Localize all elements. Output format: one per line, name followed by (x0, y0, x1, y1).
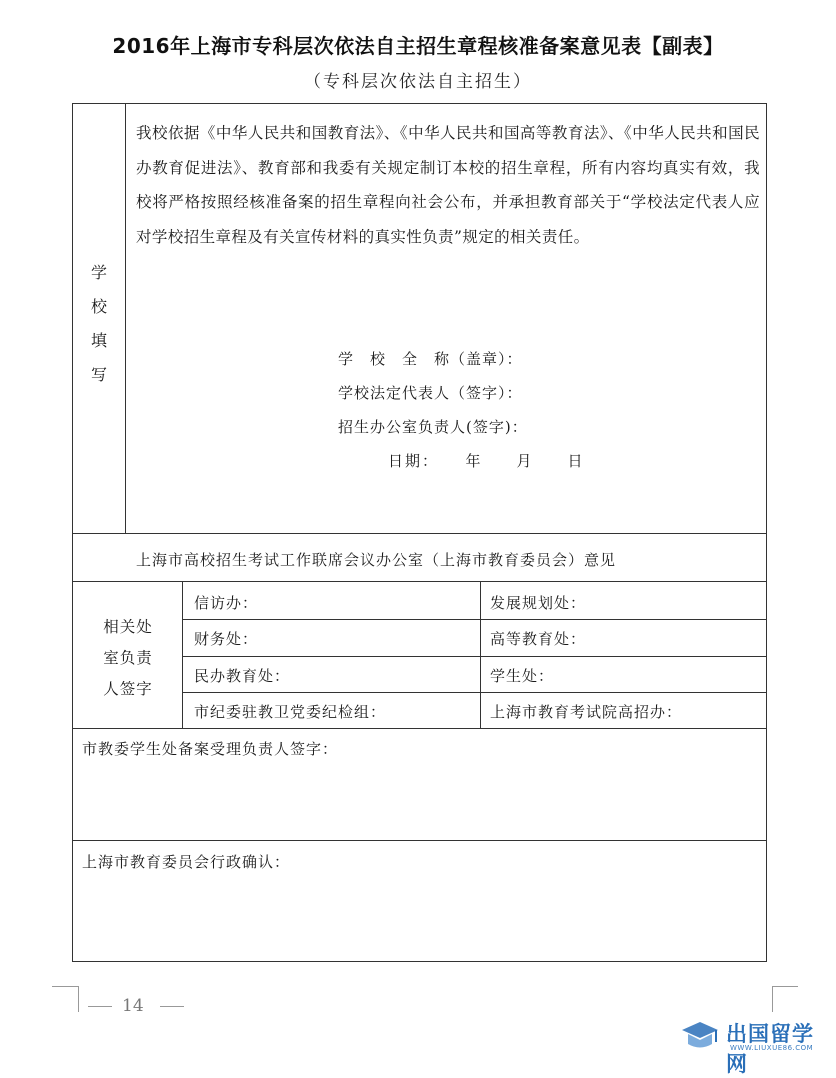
page-number: 14 (122, 996, 144, 1016)
office-opinion-header: 上海市高校招生考试工作联席会议办公室（上海市教育委员会）意见 (136, 551, 617, 569)
watermark-site-url: WWW.LIUXUE86.COM (730, 1044, 814, 1052)
school-full-name-label: 学 校 全 称（盖章）： (338, 350, 523, 368)
side-label-line: 人签字 (103, 680, 153, 698)
dept-discipline-inspection-label: 市纪委驻教卫党委纪检组： (194, 703, 387, 721)
dept-student-affairs-label: 学生处： (490, 667, 555, 685)
date-label: 日期： 年 月 日 (388, 452, 585, 470)
page-title: 2016年上海市专科层次依法自主招生章程核准备案意见表【副表】 (112, 34, 724, 58)
watermark-logo (676, 1016, 832, 1076)
dept-private-education-label: 民办教育处： (194, 667, 291, 685)
filing-signature-label: 市教委学生处备案受理负责人签字： (82, 740, 339, 758)
dept-development-planning-label: 发展规划处： (490, 594, 587, 612)
school-fill-side-label (86, 256, 112, 392)
side-label-line: 室负责 (103, 649, 153, 667)
side-label-char: 校 (90, 297, 107, 316)
dept-finance-label: 财务处： (194, 630, 259, 648)
page-number-dash-left (88, 1006, 112, 1007)
legal-representative-label: 学校法定代表人（签字）： (338, 384, 523, 402)
graduation-cap-icon (678, 1018, 722, 1054)
side-label-line: 相关处 (103, 618, 153, 636)
dept-higher-education-label: 高等教育处： (490, 630, 587, 648)
school-statement: 我校依据《中华人民共和国教育法》、《中华人民共和国高等教育法》、《中华人民共和国民办教育促进法》、教育部和我委有关规定制订本校的招生章程，所有内容均真实有效，我校将严格按照经核准备案的招生章程向社会公布，并承担教育部关于“学校法定代表人应对学校招生章程及有关宣传材料的真实性负责”规定的相关责任。 (136, 124, 760, 246)
side-label-char: 学 (90, 263, 107, 282)
page-number-dash-right (160, 1006, 184, 1007)
dept-petition-office-label: 信访办： (194, 594, 259, 612)
admin-confirmation-label: 上海市教育委员会行政确认： (82, 853, 291, 871)
departments-side-label (88, 612, 168, 705)
side-label-char: 填 (90, 331, 107, 350)
watermark-site-name: 出国留学网 (726, 1022, 814, 1076)
side-label-char: 写 (90, 365, 107, 384)
admissions-office-head-label: 招生办公室负责人(签字)： (338, 418, 528, 436)
dept-exam-authority-label: 上海市教育考试院高招办： (490, 703, 683, 721)
page-subtitle: （专科层次依法自主招生） (304, 72, 532, 92)
